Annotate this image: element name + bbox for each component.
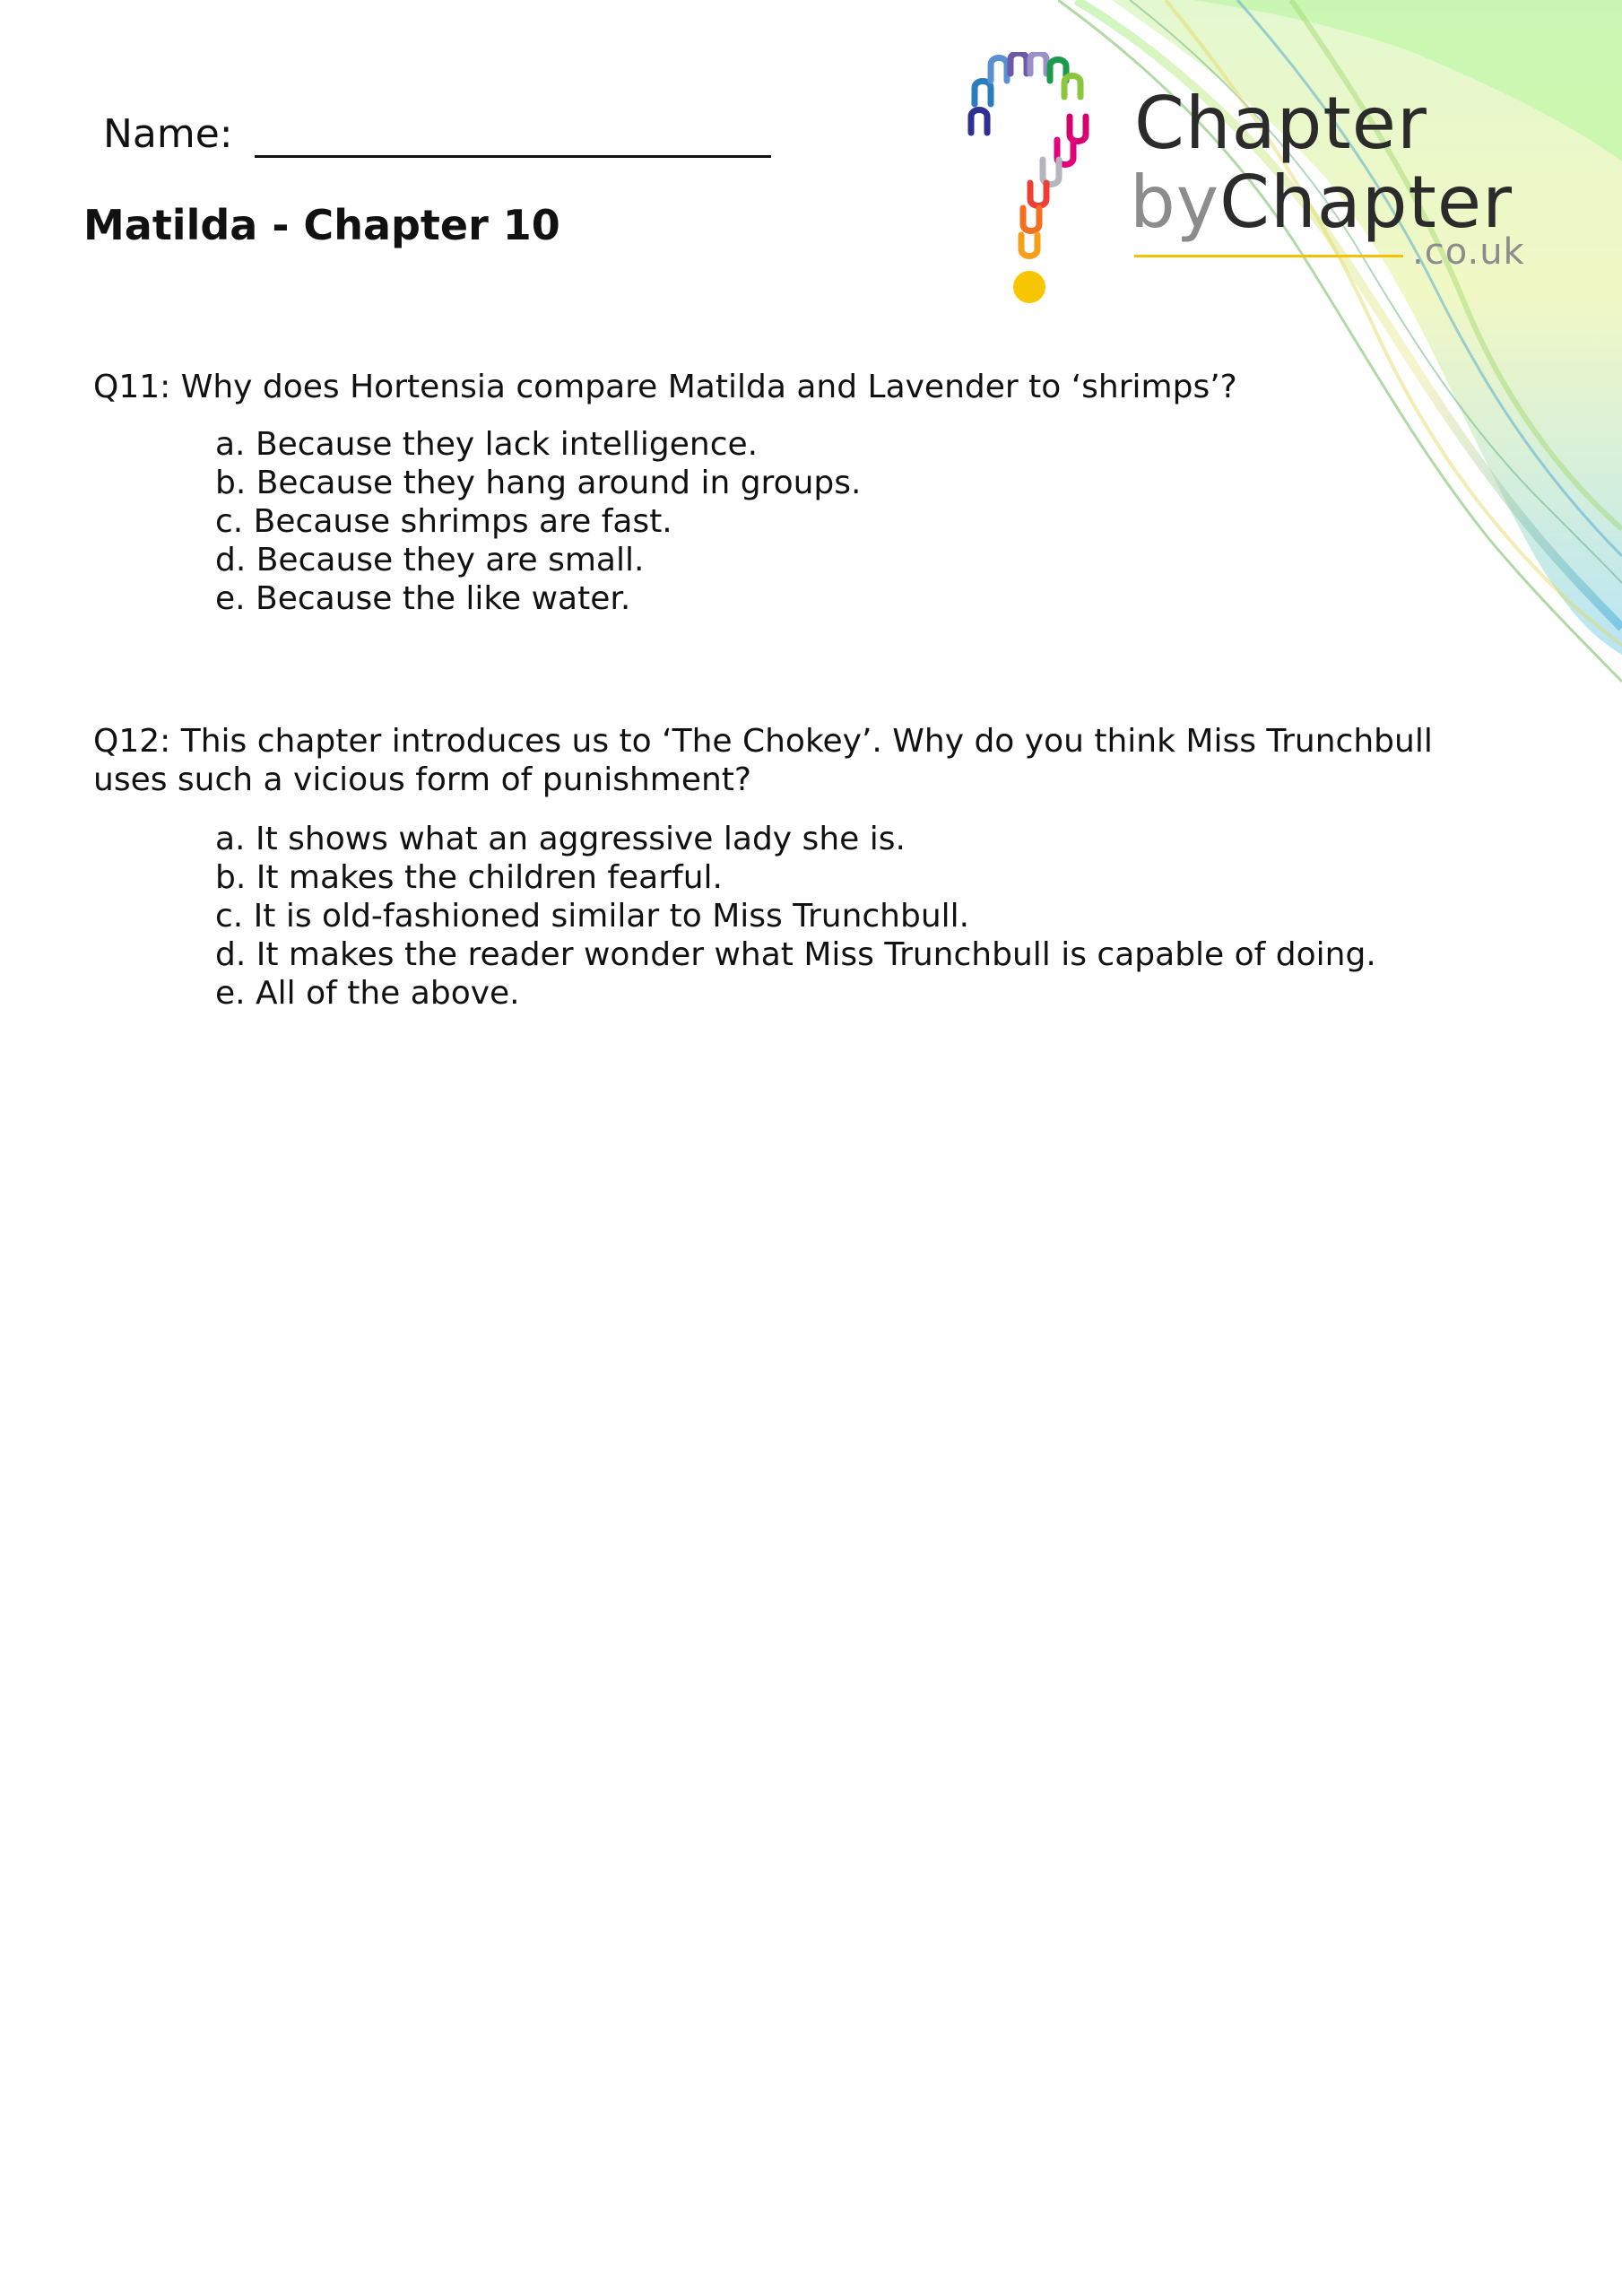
answer-option: d. It makes the reader wonder what Miss Trunchbull is capable of doing.	[215, 936, 1376, 973]
answer-option: e. Because the like water.	[215, 580, 631, 617]
logo-word-chapter-2: Chapter	[1219, 161, 1513, 244]
answer-option: c. It is old-fashioned similar to Miss Trunchbull.	[215, 898, 970, 935]
logo-word-by: by	[1130, 161, 1220, 244]
answer-options-q11	[215, 425, 861, 618]
question-prompt-q12: Q12: This chapter introduces us to ‘The Chokey’. Why do you think Miss Trunchbull uses such a vicious form of punishment?	[93, 723, 1433, 798]
logo-domain: .co.uk	[1412, 231, 1525, 273]
answer-option: d. Because they are small.	[215, 542, 645, 578]
answer-options-q12	[215, 820, 1376, 1013]
worksheet-title: Matilda - Chapter 10	[83, 201, 560, 249]
question-prompt-q11: Q11: Why does Hortensia compare Matilda and Lavender to ‘shrimps’?	[93, 369, 1237, 405]
book-question-mark-icon	[964, 52, 1112, 312]
answer-option: b. Because they hang around in groups.	[215, 465, 862, 501]
name-label: Name:	[103, 111, 233, 157]
answer-option: e. All of the above.	[215, 975, 520, 1012]
answer-option: a. It shows what an aggressive lady she is.	[215, 821, 906, 857]
name-field-row	[103, 111, 771, 157]
logo-word-chapter: Chapter	[1134, 82, 1427, 165]
chapter-by-chapter-logo	[964, 52, 1538, 312]
name-blank-line	[255, 155, 771, 158]
logo-word-by-chapter	[1130, 161, 1513, 244]
logo-underline	[1134, 255, 1403, 257]
answer-option: a. Because they lack intelligence.	[215, 426, 759, 463]
answer-option: c. Because shrimps are fast.	[215, 503, 672, 540]
answer-option: b. It makes the children fearful.	[215, 859, 723, 896]
